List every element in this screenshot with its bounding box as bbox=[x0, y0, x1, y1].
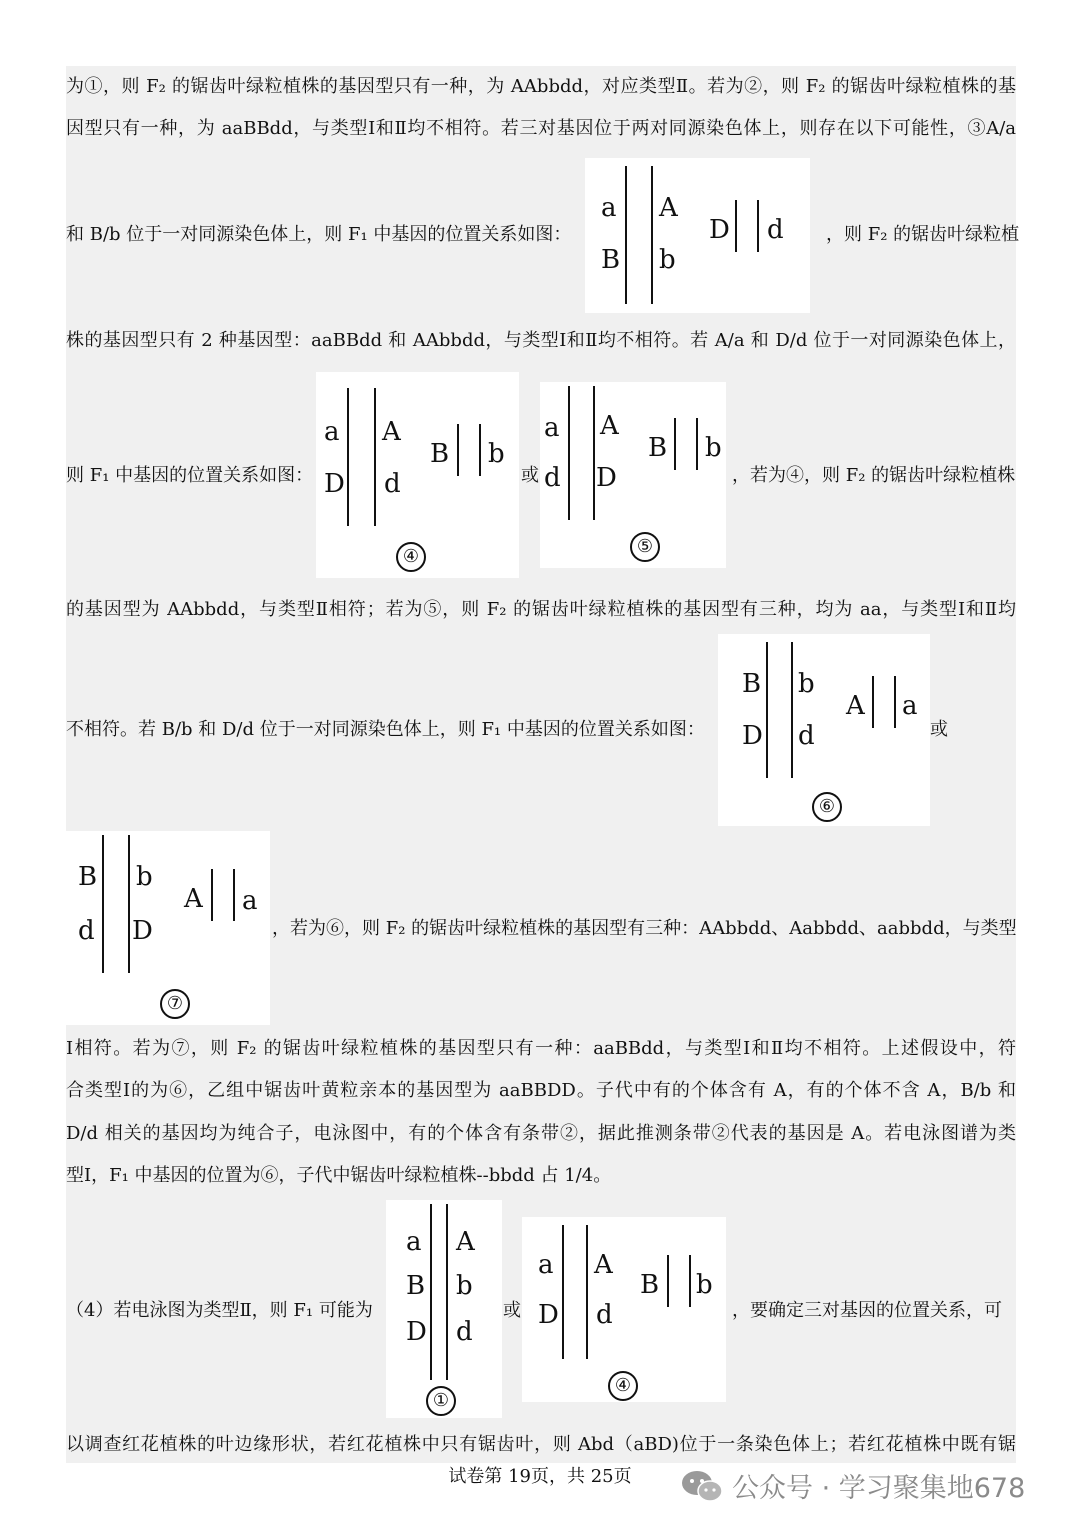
gene-label: a bbox=[406, 1227, 422, 1257]
gene-label: A bbox=[456, 1227, 475, 1257]
diagram-number-label: ④ bbox=[608, 1371, 638, 1401]
or-text: 或 bbox=[521, 465, 539, 486]
gene-label: B bbox=[742, 669, 762, 699]
text-line-12: 型Ⅰ，F₁ 中基因的位置为⑥，子代中锯齿叶绿粒植株--bbdd 占 1/4。 bbox=[66, 1165, 612, 1186]
chromosome-line bbox=[233, 869, 235, 921]
watermark-text: 公众号 · 学习聚集地678 bbox=[732, 1473, 1026, 1504]
page-footer: 试卷第 19页，共 25页 bbox=[448, 1466, 632, 1487]
diagram-number-label: ④ bbox=[396, 542, 426, 572]
wechat-icon bbox=[680, 1468, 724, 1504]
chromosome-line bbox=[102, 835, 104, 973]
gene-label: d bbox=[384, 469, 401, 499]
gene-label: D bbox=[406, 1317, 427, 1347]
text-line-3a: 和 B/b 位于一对同源染色体上，则 F₁ 中基因的位置关系如图： bbox=[66, 224, 572, 245]
diagram-chromosome-4b bbox=[522, 1217, 726, 1402]
diagram-number-label: ⑦ bbox=[160, 989, 190, 1019]
text-line-9: Ⅰ相符。若为⑦，则 F₂ 的锯齿叶绿粒植株的基因型只有一种：aaBBdd，与类型Ⅰ和Ⅱ均不相符。上述假设中，符 bbox=[66, 1038, 1016, 1059]
gene-label: B bbox=[78, 862, 98, 892]
gene-label: d bbox=[544, 463, 561, 493]
gene-label: a bbox=[902, 691, 918, 721]
diagram-number-label: ⑤ bbox=[630, 532, 660, 562]
text-line-7a: 不相符。若 B/b 和 D/d 位于一对同源染色体上，则 F₁ 中基因的位置关系如图： bbox=[66, 719, 705, 740]
text-line-13a: （4）若电泳图为类型Ⅱ，则 F₁ 可能为 bbox=[66, 1300, 373, 1321]
gene-label: a bbox=[324, 417, 340, 447]
chromosome-line bbox=[651, 166, 653, 304]
text-line-5a: 则 F₁ 中基因的位置关系如图： bbox=[66, 465, 314, 486]
text-line-13b: ，要确定三对基因的位置关系，可 bbox=[732, 1300, 1002, 1321]
chromosome-line bbox=[894, 676, 896, 728]
gene-label: b bbox=[659, 245, 676, 275]
text-line-10: 合类型Ⅰ的为⑥，乙组中锯齿叶黄粒亲本的基因型为 aaBBDD。子代中有的个体含有 A，有的个体不含 A，B/b 和 bbox=[66, 1080, 1016, 1101]
or-text: 或 bbox=[503, 1300, 521, 1321]
gene-label: b bbox=[798, 669, 815, 699]
diagram-number-label: ① bbox=[426, 1386, 456, 1416]
diagram-chromosome-4 bbox=[316, 372, 519, 578]
gene-label: d bbox=[798, 721, 815, 751]
gene-label: b bbox=[136, 862, 153, 892]
chromosome-line bbox=[791, 642, 793, 778]
chromosome-line bbox=[667, 1255, 669, 1307]
chromosome-line bbox=[593, 386, 595, 520]
gene-label: a bbox=[544, 413, 560, 443]
gene-label: D bbox=[709, 215, 730, 245]
chromosome-line bbox=[568, 386, 570, 520]
chromosome-line bbox=[562, 1225, 564, 1359]
diagram-chromosome-1 bbox=[386, 1200, 502, 1418]
chromosome-line bbox=[128, 835, 130, 973]
text-line-6: 的基因型为 AAbbdd，与类型Ⅱ相符；若为⑤，则 F₂ 的锯齿叶绿粒植株的基因型有三种，均为 aa，与类型Ⅰ和Ⅱ均 bbox=[66, 599, 1016, 620]
diagram-chromosome-7 bbox=[66, 831, 270, 1025]
text-line-1: 为①，则 F₂ 的锯齿叶绿粒植株的基因型只有一种，为 AAbbdd，对应类型Ⅱ。若为②，则 F₂ 的锯齿叶绿粒植株的基 bbox=[66, 76, 1016, 97]
chromosome-line bbox=[689, 1255, 691, 1307]
gene-label: a bbox=[601, 193, 617, 223]
chromosome-line bbox=[430, 1204, 432, 1380]
gene-label: A bbox=[184, 884, 203, 914]
gene-label: B bbox=[406, 1271, 426, 1301]
gene-label: D bbox=[324, 469, 345, 499]
chromosome-line bbox=[674, 418, 676, 470]
gene-label: A bbox=[382, 417, 401, 447]
text-line-14: 以调查红花植株的叶边缘形状，若红花植株中只有锯齿叶，则 Abd（aBD)位于一条染色体上；若红花植株中既有锯 bbox=[66, 1434, 1016, 1455]
gene-label: b bbox=[696, 1270, 713, 1300]
text-line-5b: ，若为④，则 F₂ 的锯齿叶绿粒植株 bbox=[732, 465, 1016, 486]
gene-label: b bbox=[705, 433, 722, 463]
gene-label: D bbox=[538, 1300, 559, 1330]
gene-label: A bbox=[846, 691, 865, 721]
diagram-chromosome-3 bbox=[585, 158, 810, 313]
gene-label: B bbox=[430, 439, 450, 469]
chromosome-line bbox=[446, 1204, 448, 1380]
gene-label: A bbox=[600, 411, 619, 441]
gene-label: d bbox=[596, 1300, 613, 1330]
chromosome-line bbox=[735, 200, 737, 252]
gene-label: b bbox=[488, 439, 505, 469]
text-line-11: D/d 相关的基因均为纯合子，电泳图中，有的个体含有条带②，据此推测条带②代表的基因是 A。若电泳图谱为类 bbox=[66, 1123, 1016, 1144]
chromosome-line bbox=[347, 388, 349, 526]
chromosome-line bbox=[757, 200, 759, 252]
chromosome-line bbox=[625, 166, 627, 304]
text-line-2: 因型只有一种，为 aaBBdd，与类型Ⅰ和Ⅱ均不相符。若三对基因位于两对同源染色体上，则存在以下可能性，③A/a bbox=[66, 118, 1016, 139]
chromosome-line bbox=[457, 424, 459, 476]
chromosome-line bbox=[374, 388, 376, 526]
gene-label: D bbox=[596, 463, 617, 493]
gene-label: D bbox=[132, 916, 153, 946]
gene-label: d bbox=[78, 916, 95, 946]
chromosome-line bbox=[872, 676, 874, 728]
diagram-number-label: ⑥ bbox=[812, 792, 842, 822]
gene-label: B bbox=[640, 1270, 660, 1300]
chromosome-line bbox=[211, 869, 213, 921]
diagram-chromosome-6 bbox=[718, 634, 930, 826]
gene-label: D bbox=[742, 721, 763, 751]
gene-label: A bbox=[659, 193, 678, 223]
gene-label: a bbox=[242, 886, 258, 916]
watermark bbox=[680, 1466, 1025, 1505]
gene-label: B bbox=[601, 245, 621, 275]
diagram-chromosome-5 bbox=[540, 382, 726, 568]
text-line-3b: ，则 F₂ 的锯齿叶绿粒植 bbox=[826, 224, 1020, 245]
gene-label: a bbox=[538, 1250, 554, 1280]
chromosome-line bbox=[479, 424, 481, 476]
gene-label: d bbox=[456, 1317, 473, 1347]
chromosome-line bbox=[696, 418, 698, 470]
gene-label: d bbox=[767, 215, 784, 245]
gene-label: A bbox=[594, 1250, 613, 1280]
chromosome-line bbox=[766, 642, 768, 778]
or-text: 或 bbox=[930, 719, 948, 740]
text-line-8: ，若为⑥，则 F₂ 的锯齿叶绿粒植株的基因型有三种：AAbbdd、Aabbdd、aabbdd，与类型 bbox=[272, 918, 1017, 939]
chromosome-line bbox=[586, 1225, 588, 1359]
text-line-4: 株的基因型只有 2 种基因型：aaBBdd 和 AAbbdd，与类型Ⅰ和Ⅱ均不相符。若 A/a 和 D/d 位于一对同源染色体上， bbox=[66, 330, 1016, 351]
gene-label: b bbox=[456, 1271, 473, 1301]
gene-label: B bbox=[648, 433, 668, 463]
